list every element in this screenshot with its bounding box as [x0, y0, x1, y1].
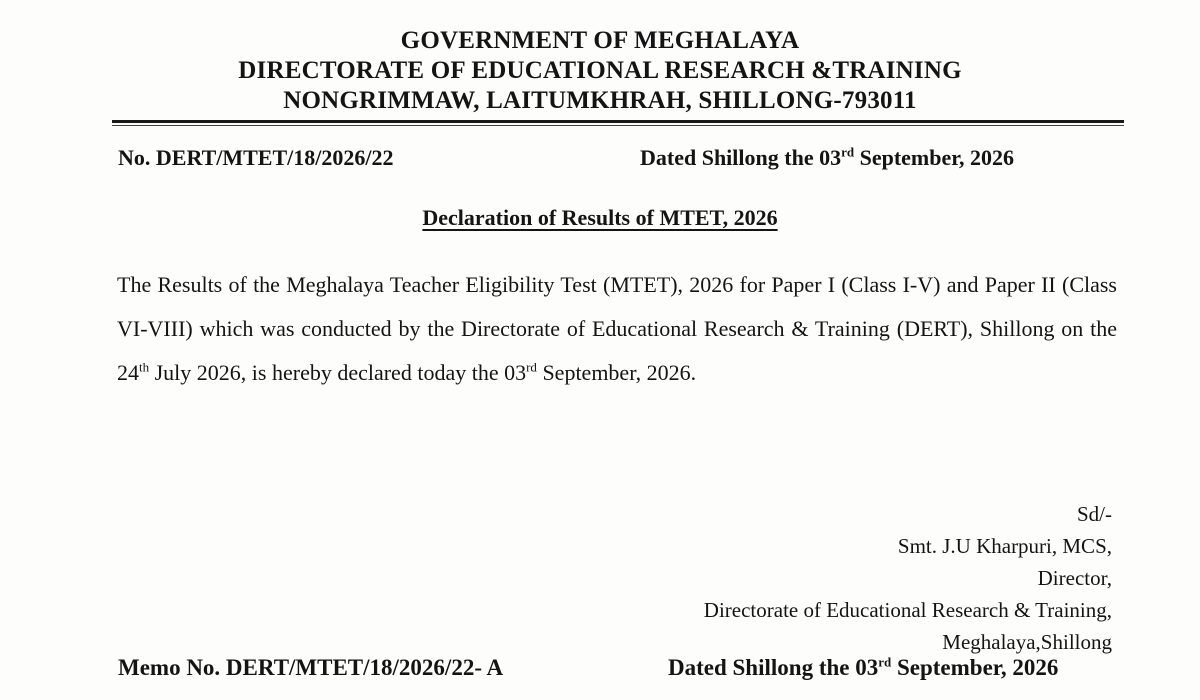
reference-date — [640, 145, 1014, 171]
body-sup-2: rd — [526, 359, 537, 375]
letterhead — [0, 26, 1200, 116]
body-sup-1: th — [139, 359, 150, 375]
letterhead-government: GOVERNMENT OF MEGHALAYA — [400, 27, 800, 54]
signatory-designation: Director, — [1037, 566, 1112, 590]
signature-sd: Sd/- — [1076, 502, 1112, 526]
signature-block — [704, 498, 1112, 658]
reference-number: No. DERT/MTET/18/2026/22 — [118, 145, 394, 170]
document-title-wrap — [0, 205, 1200, 231]
letterhead-directorate: DIRECTORATE OF EDUCATIONAL RESEARCH &TRAINING — [238, 57, 962, 84]
letterhead-divider-thin — [112, 125, 1124, 126]
reference-date-suffix: September, 2026 — [854, 145, 1014, 170]
body-part-3: September, 2026. — [536, 360, 697, 385]
signatory-name: Smt. J.U Kharpuri, MCS, — [897, 534, 1112, 558]
memo-date-prefix: Dated Shillong the 03 — [668, 655, 879, 680]
body-paragraph — [117, 263, 1117, 395]
memo-date — [668, 655, 1058, 681]
letterhead-address: NONGRIMMAW, LAITUMKHRAH, SHILLONG-793011 — [283, 87, 917, 114]
document-title: Declaration of Results of MTET, 2026 — [422, 205, 778, 230]
memo-number: Memo No. DERT/MTET/18/2026/22- A — [118, 655, 504, 680]
reference-date-prefix: Dated Shillong the 03 — [640, 145, 842, 170]
memo-date-suffix: September, 2026 — [891, 655, 1059, 680]
letterhead-divider — [112, 120, 1124, 123]
reference-date-sup: rd — [841, 144, 855, 160]
body-part-1: The Results of the Meghalaya Teacher Eligibility Test (MTET), 2026 for Paper I (Class I-V) and Paper II (Class VI-VIII) which was conducted by the Directorate of Educational Research & Training (DERT), Shillong on the 24 — [117, 272, 1117, 385]
signatory-location: Meghalaya,Shillong — [942, 630, 1112, 654]
memo-date-sup: rd — [878, 654, 892, 670]
signatory-office: Directorate of Educational Research & Training, — [703, 598, 1112, 622]
body-part-2: July 2026, is hereby declared today the 03 — [149, 360, 527, 385]
